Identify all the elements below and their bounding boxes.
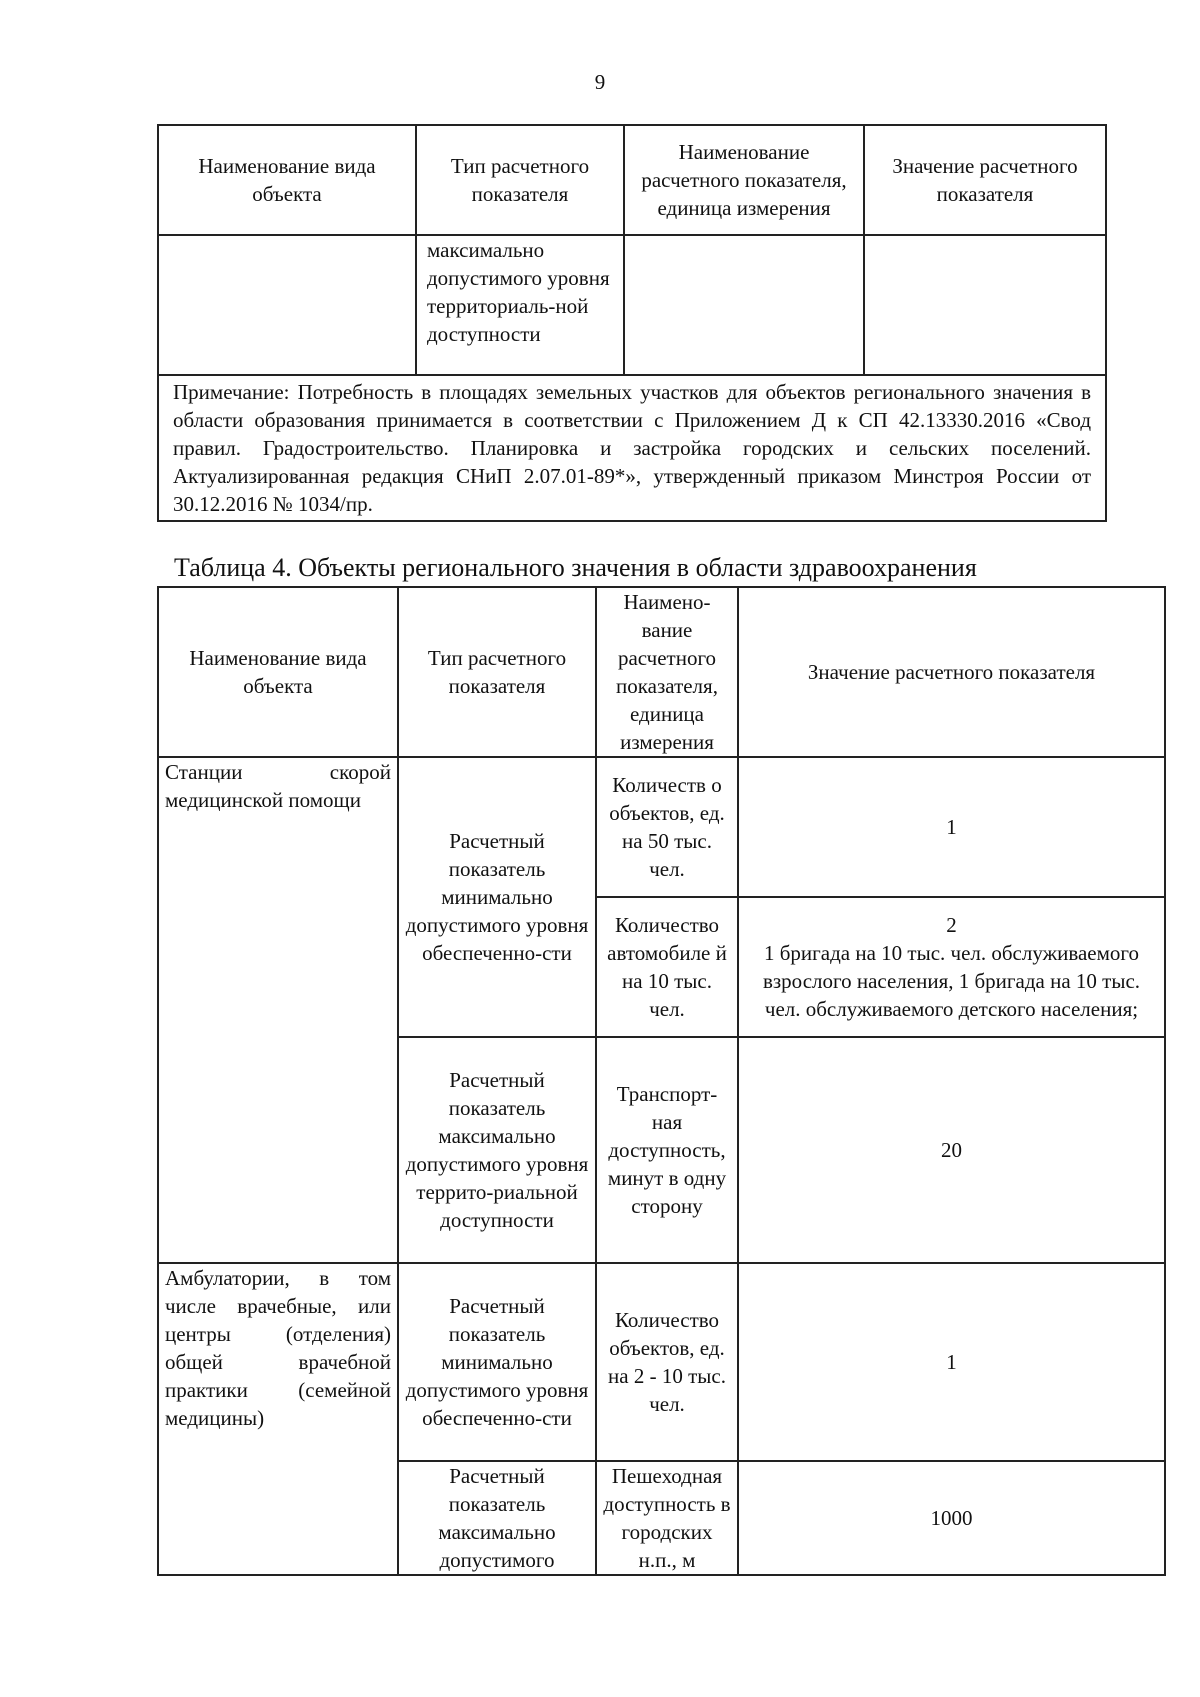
indicator-value: 1000 (738, 1461, 1165, 1575)
indicator-name: Транспорт-ная доступность, минут в одну сторону (596, 1037, 738, 1263)
education-table-continued (157, 124, 1107, 522)
indicator-name: Пешеходная доступность в городских н.п., м (596, 1461, 738, 1575)
page-number: 9 (594, 70, 606, 94)
object-ambulance-stations: Станции скорой медицинской помощи (158, 757, 398, 1263)
indicator-name: Количество автомобиле й на 10 тыс. чел. (596, 897, 738, 1037)
table-note: Примечание: Потребность в площадях земельных участков для объектов регионального значения в области образования принимается в соответствии с Приложением Д к СП 42.13330.2016 «Свод правил. Градостроительство. Планировка и застройка городских и сельских поселений. Актуализированная редакция СНиП 2.07.01-89*», утвержденный приказом Минстроя России от 30.12.2016 № 1034/пр. (158, 375, 1106, 521)
header-object-kind: Наименование вида объекта (158, 125, 416, 235)
header-indicator-name: Наимено-вание расчетного показателя, единица измерения (596, 587, 738, 757)
header-indicator-value: Значение расчетного показателя (864, 125, 1106, 235)
header-object-kind: Наименование вида объекта (158, 587, 398, 757)
cell-indicator-value (864, 235, 1106, 375)
table-caption: Таблица 4. Объекты регионального значения в области здравоохранения (174, 553, 977, 582)
header-indicator-value: Значение расчетного показателя (738, 587, 1165, 757)
indicator-value: 1 (738, 757, 1165, 897)
indicator-name: Количество объектов, ед. на 2 - 10 тыс. чел. (596, 1263, 738, 1461)
header-indicator-type: Тип расчетного показателя (416, 125, 624, 235)
cell-indicator-type: максимально допустимого уровня территориаль-ной доступности (416, 235, 624, 375)
indicator-type: Расчетный показатель максимально допустимого (398, 1461, 596, 1575)
indicator-type: Расчетный показатель максимально допустимого уровня террито-риальной доступности (398, 1037, 596, 1263)
cell-indicator-name (624, 235, 864, 375)
indicator-type: Расчетный показатель минимально допустимого уровня обеспеченно-сти (398, 757, 596, 1037)
indicator-value: 1 (738, 1263, 1165, 1461)
indicator-value: 2 1 бригада на 10 тыс. чел. обслуживаемого взрослого населения, 1 бригада на 10 тыс. чел. обслуживаемого детского населения; (738, 897, 1165, 1037)
cell-object (158, 235, 416, 375)
indicator-type: Расчетный показатель минимально допустимого уровня обеспеченно-сти (398, 1263, 596, 1461)
header-indicator-name: Наименование расчетного показателя, единица измерения (624, 125, 864, 235)
indicator-value: 20 (738, 1037, 1165, 1263)
object-outpatient-clinics: Амбулатории, в том числе врачебные, или центры (отделения) общей врачебной практики (семейной медицины) (158, 1263, 398, 1575)
indicator-name: Количеств о объектов, ед. на 50 тыс. чел. (596, 757, 738, 897)
header-indicator-type: Тип расчетного показателя (398, 587, 596, 757)
healthcare-table (157, 586, 1166, 1576)
